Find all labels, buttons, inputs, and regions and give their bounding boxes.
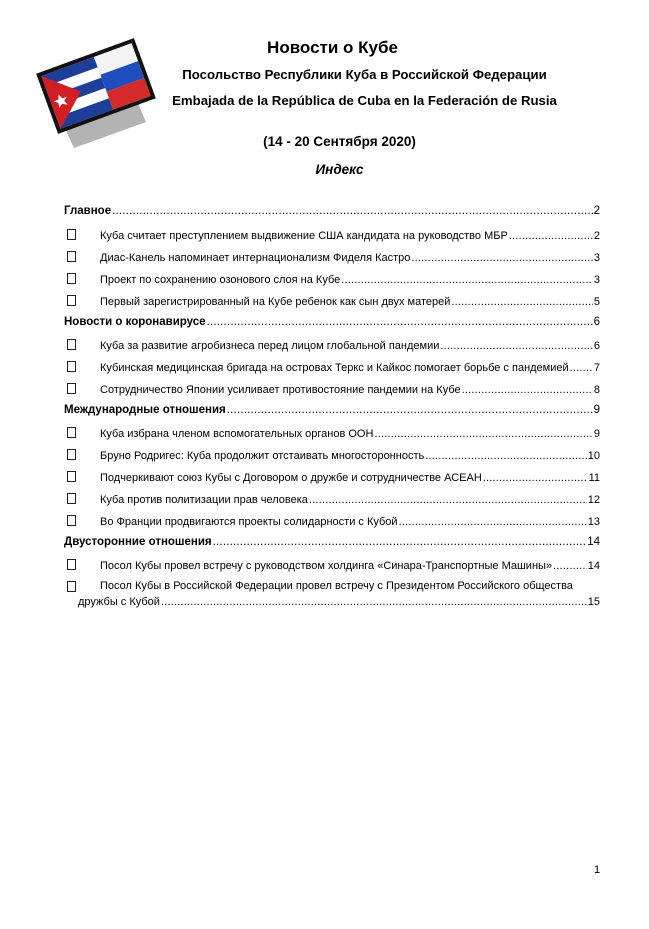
toc-entry[interactable] (64, 250, 600, 268)
toc-entry[interactable] (64, 492, 600, 510)
toc-entry-title: Посол Кубы в Российской Федерации провел встречу с Президентом Российского общества (100, 580, 573, 592)
checkbox-bullet-icon (67, 493, 76, 504)
toc-page-number: 6 (593, 340, 600, 352)
dot-leader (570, 362, 593, 374)
toc-page-number: 10 (587, 450, 600, 462)
checkbox-bullet-icon (67, 559, 76, 570)
toc-entry[interactable] (64, 294, 600, 312)
toc-page-number: 8 (593, 384, 600, 396)
dot-leader (309, 494, 587, 506)
toc-entry[interactable] (64, 448, 600, 466)
dot-leader (509, 230, 593, 242)
dot-leader (207, 316, 593, 328)
toc-entry[interactable] (64, 470, 600, 488)
checkbox-bullet-icon (67, 229, 76, 240)
toc-entry[interactable] (64, 426, 600, 444)
toc-entry[interactable] (64, 558, 600, 576)
toc-section[interactable] (64, 316, 600, 334)
checkbox-bullet-icon (67, 361, 76, 372)
toc-entry-title: Куба за развитие агробизнеса перед лицом глобальной пандемии (100, 340, 440, 352)
toc-entry[interactable] (64, 514, 600, 532)
checkbox-bullet-icon (67, 339, 76, 350)
page-title: Новости о Кубе (267, 38, 398, 57)
toc-page-number: 2 (593, 230, 600, 242)
page-number: 1 (594, 864, 601, 876)
embassy-name-ru: Посольство Республики Куба в Российской Федерации (182, 67, 547, 82)
checkbox-bullet-icon (67, 471, 76, 482)
toc-page-number: 12 (587, 494, 600, 506)
dot-leader (462, 384, 593, 396)
dot-leader (440, 340, 592, 352)
toc-entry-title: Посол Кубы провел встречу с руководством холдинга «Синара-Транспортные Машины» (100, 560, 553, 572)
toc-page-number: 11 (588, 472, 600, 484)
dot-leader (399, 516, 587, 528)
toc-page-number: 7 (593, 362, 600, 374)
dot-leader (213, 536, 587, 548)
toc-entry-title: Сотрудничество Японии усиливает противостояние пандемии на Кубе (100, 384, 461, 396)
dot-leader (112, 205, 593, 217)
checkbox-bullet-icon (67, 515, 76, 526)
toc-page-number: 3 (593, 274, 600, 286)
toc-page-number: 5 (593, 296, 600, 308)
dot-leader (227, 404, 593, 416)
toc-entry-title: Куба избрана членом вспомогательных органов ООН (100, 428, 374, 440)
checkbox-bullet-icon (67, 251, 76, 262)
toc-section[interactable] (64, 404, 600, 422)
dot-leader (411, 252, 592, 264)
toc-section-title: Международные отношения (64, 404, 226, 416)
toc-page-number: 2 (593, 205, 600, 217)
toc-entry[interactable] (64, 228, 600, 246)
toc-entry[interactable] (64, 580, 600, 608)
toc-page-number: 14 (587, 560, 600, 572)
toc-section[interactable] (64, 205, 600, 223)
checkbox-bullet-icon (67, 427, 76, 438)
toc-entry[interactable] (64, 382, 600, 400)
dot-leader (161, 596, 587, 608)
toc-section-title: Новости о коронавирусе (64, 316, 206, 328)
toc-entry-title: Куба считает преступлением выдвижение США кандидата на руководство МБР (100, 230, 508, 242)
embassy-name-es: Embajada de la República de Cuba en la Federación de Rusia (172, 93, 557, 108)
toc-entry-title-continued: дружбы с Кубой (78, 596, 160, 608)
toc-entry[interactable] (64, 272, 600, 290)
toc-entry-title: Подчеркивают союз Кубы с Договором о дружбе и сотрудничестве АСЕАН (100, 472, 482, 484)
date-range: (14 - 20 Сентября 2020) (263, 134, 416, 149)
toc-page-number: 15 (587, 596, 600, 608)
checkbox-bullet-icon (67, 449, 76, 460)
toc-page-number: 9 (593, 404, 600, 416)
toc-entry-title: Кубинская медицинская бригада на островах Теркс и Кайкос помогает борьбе с пандемией (100, 362, 569, 374)
dot-leader (483, 472, 588, 484)
checkbox-bullet-icon (67, 295, 76, 306)
checkbox-bullet-icon (67, 581, 76, 592)
dot-leader (425, 450, 587, 462)
toc-section-title: Главное (64, 205, 112, 217)
checkbox-bullet-icon (67, 273, 76, 284)
toc-section-title: Двусторонние отношения (64, 536, 212, 548)
toc-entry[interactable] (64, 360, 600, 378)
dot-leader (341, 274, 593, 286)
toc-page-number: 14 (587, 536, 600, 548)
toc-entry-title: Первый зарегистрированный на Кубе ребенок как сын двух матерей (100, 296, 451, 308)
toc-page-number: 3 (593, 252, 600, 264)
toc-entry-title: Диас-Канель напоминает интернационализм Фиделя Кастро (100, 252, 411, 264)
toc-entry-title: Во Франции продвигаются проекты солидарности с Кубой (100, 516, 398, 528)
toc-entry-title: Проект по сохранению озонового слоя на Кубе (100, 274, 341, 286)
dot-leader (374, 428, 592, 440)
toc-page-number: 6 (593, 316, 600, 328)
toc-entry-title: Бруно Родригес: Куба продолжит отстаивать многосторонность (100, 450, 425, 462)
toc-entry-title: Куба против политизации прав человека (100, 494, 308, 506)
dot-leader (451, 296, 592, 308)
toc-page-number: 13 (587, 516, 600, 528)
toc-section[interactable] (64, 536, 600, 554)
index-heading: Индекс (315, 162, 364, 177)
toc-entry[interactable] (64, 338, 600, 356)
checkbox-bullet-icon (67, 383, 76, 394)
dot-leader (553, 560, 587, 572)
toc-page-number: 9 (593, 428, 600, 440)
